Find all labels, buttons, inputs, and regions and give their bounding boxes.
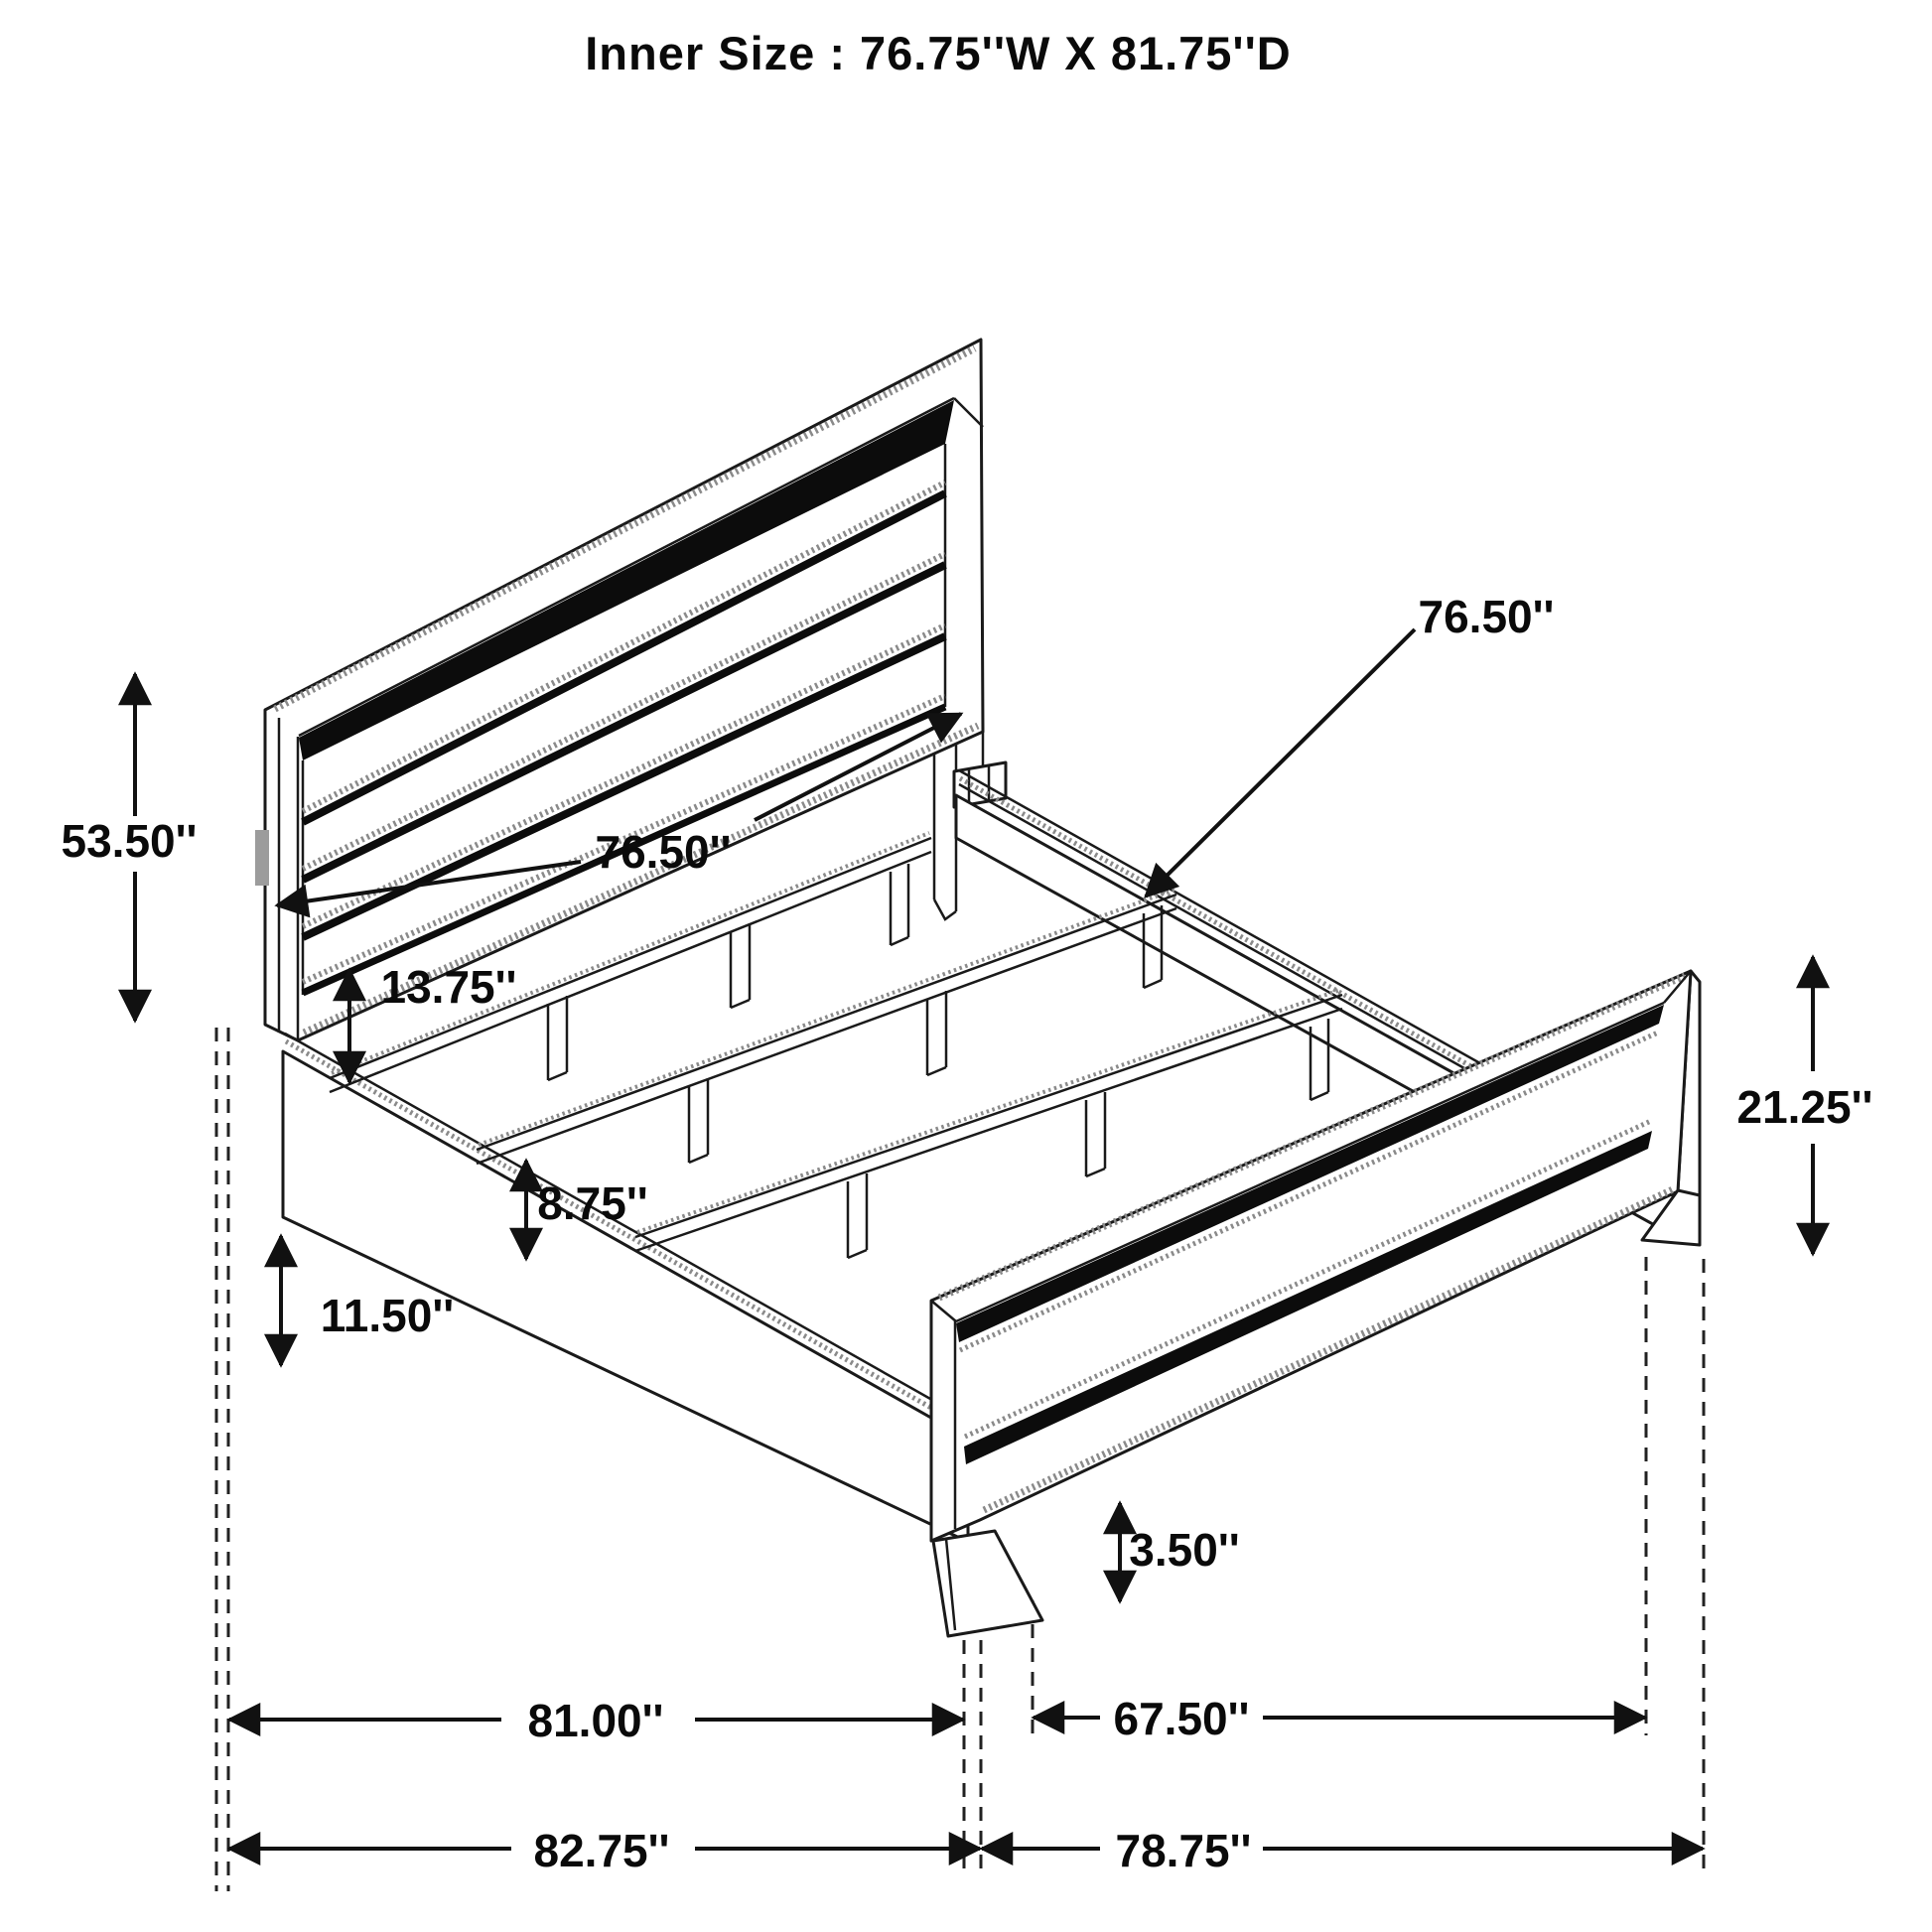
dim-footboard-inner-span: 67.50'' (1113, 1693, 1250, 1744)
footboard (931, 971, 1700, 1636)
dim-slat-floor-gap: 8.75'' (537, 1177, 648, 1229)
dim-total-depth-headboard-side: 82.75'' (533, 1825, 670, 1876)
dim-headboard-width: 76.50'' (595, 826, 732, 878)
diagram-title: Inner Size : 76.75''W X 81.75''D (585, 27, 1292, 79)
dim-inner-length: 81.00'' (527, 1695, 664, 1746)
dim-total-depth-footboard-side: 78.75'' (1115, 1825, 1252, 1876)
headboard-post-slot (255, 830, 269, 886)
dim-rail-floor-gap: 11.50'' (320, 1290, 455, 1341)
dim-footboard-floor-gap: 3.50'' (1129, 1524, 1240, 1576)
dim-slat-rail-length: 76.50'' (1418, 591, 1555, 642)
slat-rail-2 (477, 890, 1176, 1164)
dim-footboard-height: 21.25'' (1736, 1081, 1873, 1133)
headboard (255, 340, 1006, 1040)
dim-headboard-height: 53.50'' (61, 815, 198, 867)
dim-headboard-bottom-gap: 13.75'' (380, 961, 517, 1013)
